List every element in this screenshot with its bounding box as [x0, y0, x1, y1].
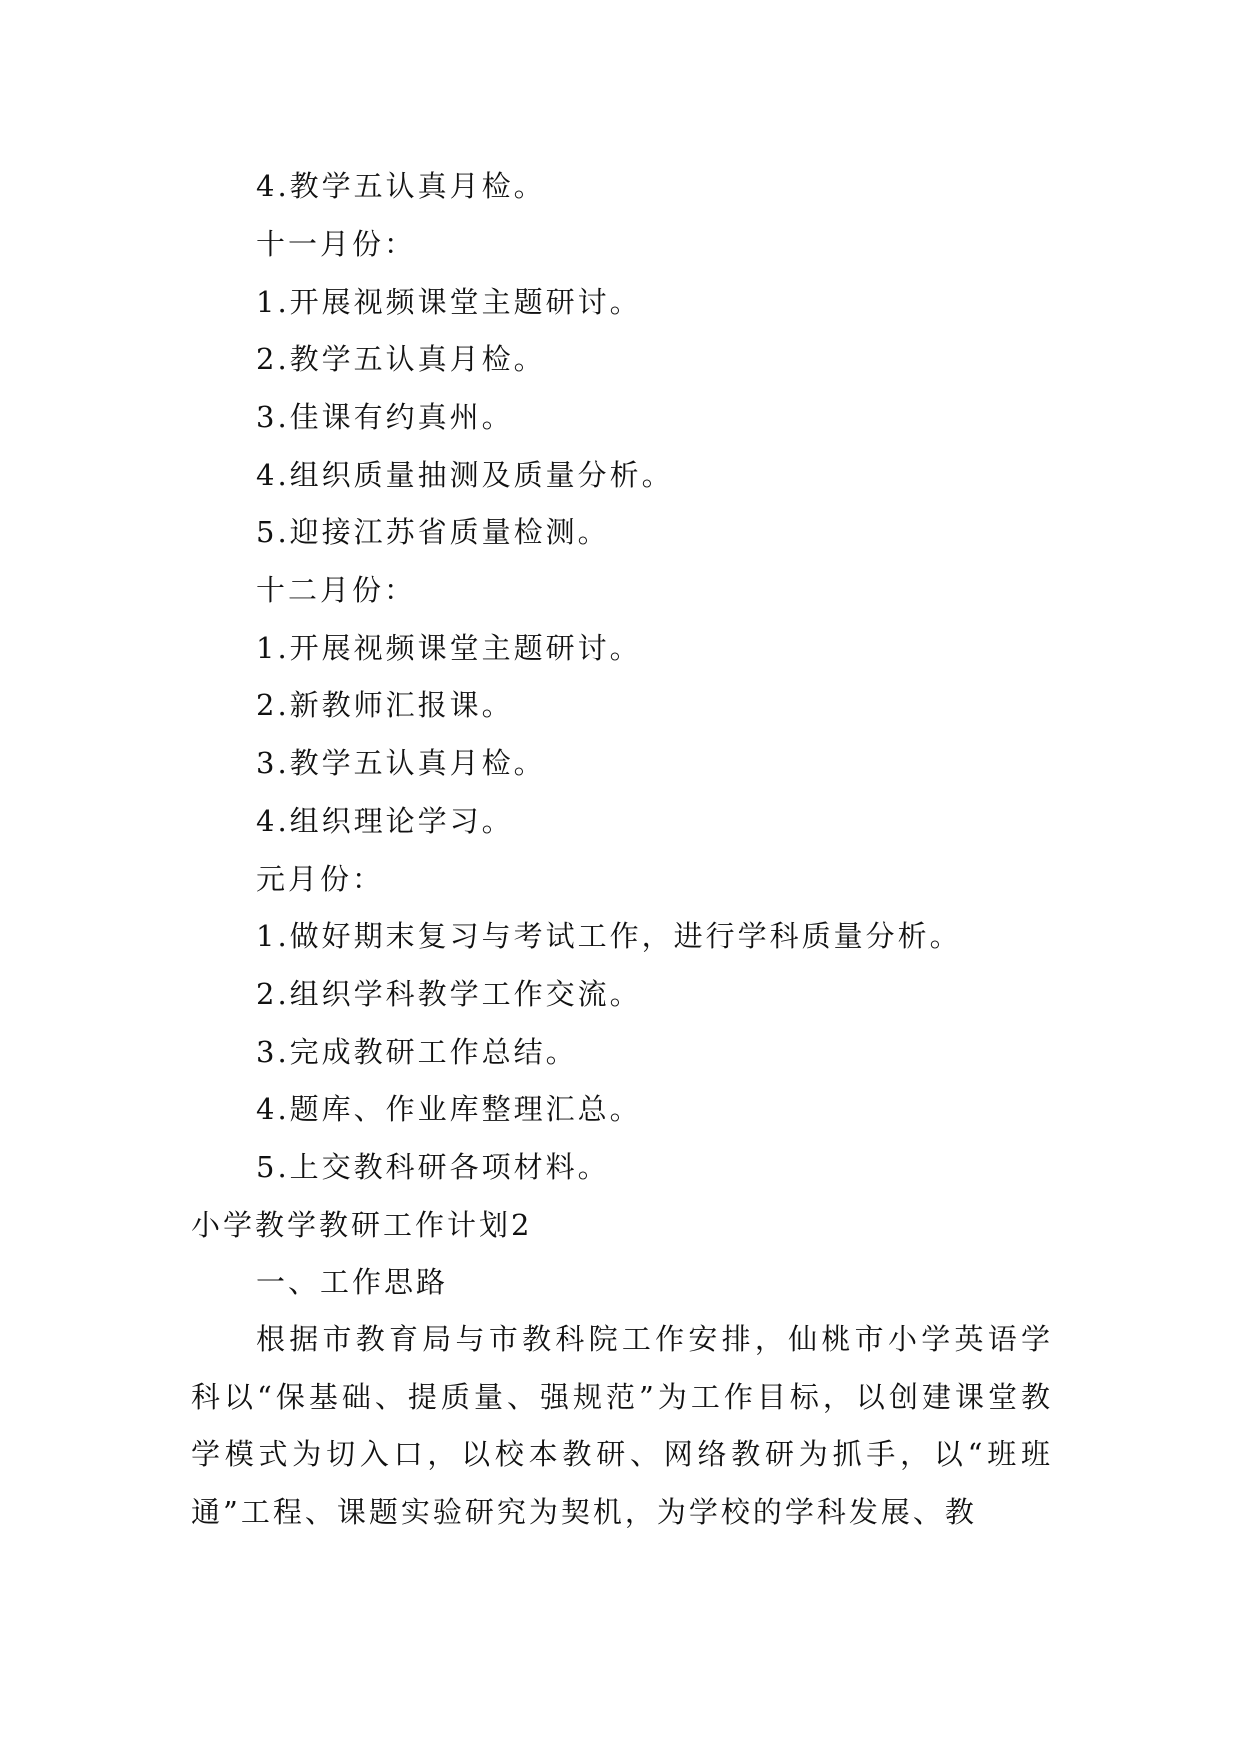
- list-item: 5.上交教科研各项材料。: [256, 1150, 610, 1184]
- list-item: 2.教学五认真月检。: [256, 342, 546, 376]
- month-heading: 十一月份：: [256, 227, 417, 261]
- list-item: 2.组织学科教学工作交流。: [256, 977, 642, 1011]
- list-item: 4.教学五认真月检。: [256, 169, 546, 203]
- body-paragraph: 根据市教育局与市教科院工作安排，仙桃市小学英语学科以“保基础、提质量、强规范”为工作目标，以创建课堂教学模式为切入口，以校本教研、网络教研为抓手，以“班班通”工程、课题实验研究为契机，为学校的学科发展、教: [191, 1322, 1053, 1529]
- list-item: 1.做好期末复习与考试工作，进行学科质量分析。: [256, 919, 962, 953]
- month-heading: 元月份：: [256, 862, 385, 896]
- section-title: 小学教学教研工作计划2: [191, 1208, 533, 1242]
- list-item: 2.新教师汇报课。: [256, 688, 514, 722]
- list-item: 1.开展视频课堂主题研讨。: [256, 285, 642, 319]
- list-item: 3.教学五认真月检。: [256, 746, 546, 780]
- list-item: 4.组织质量抽测及质量分析。: [256, 458, 674, 492]
- list-item: 1.开展视频课堂主题研讨。: [256, 631, 642, 665]
- list-item: 5.迎接江苏省质量检测。: [256, 515, 610, 549]
- list-item: 4.题库、作业库整理汇总。: [256, 1092, 642, 1126]
- subheading: 一、工作思路: [256, 1265, 449, 1299]
- list-item: 3.佳课有约真州。: [256, 400, 514, 434]
- list-item: 4.组织理论学习。: [256, 804, 514, 838]
- month-heading: 十二月份：: [256, 573, 417, 607]
- list-item: 3.完成教研工作总结。: [256, 1035, 578, 1069]
